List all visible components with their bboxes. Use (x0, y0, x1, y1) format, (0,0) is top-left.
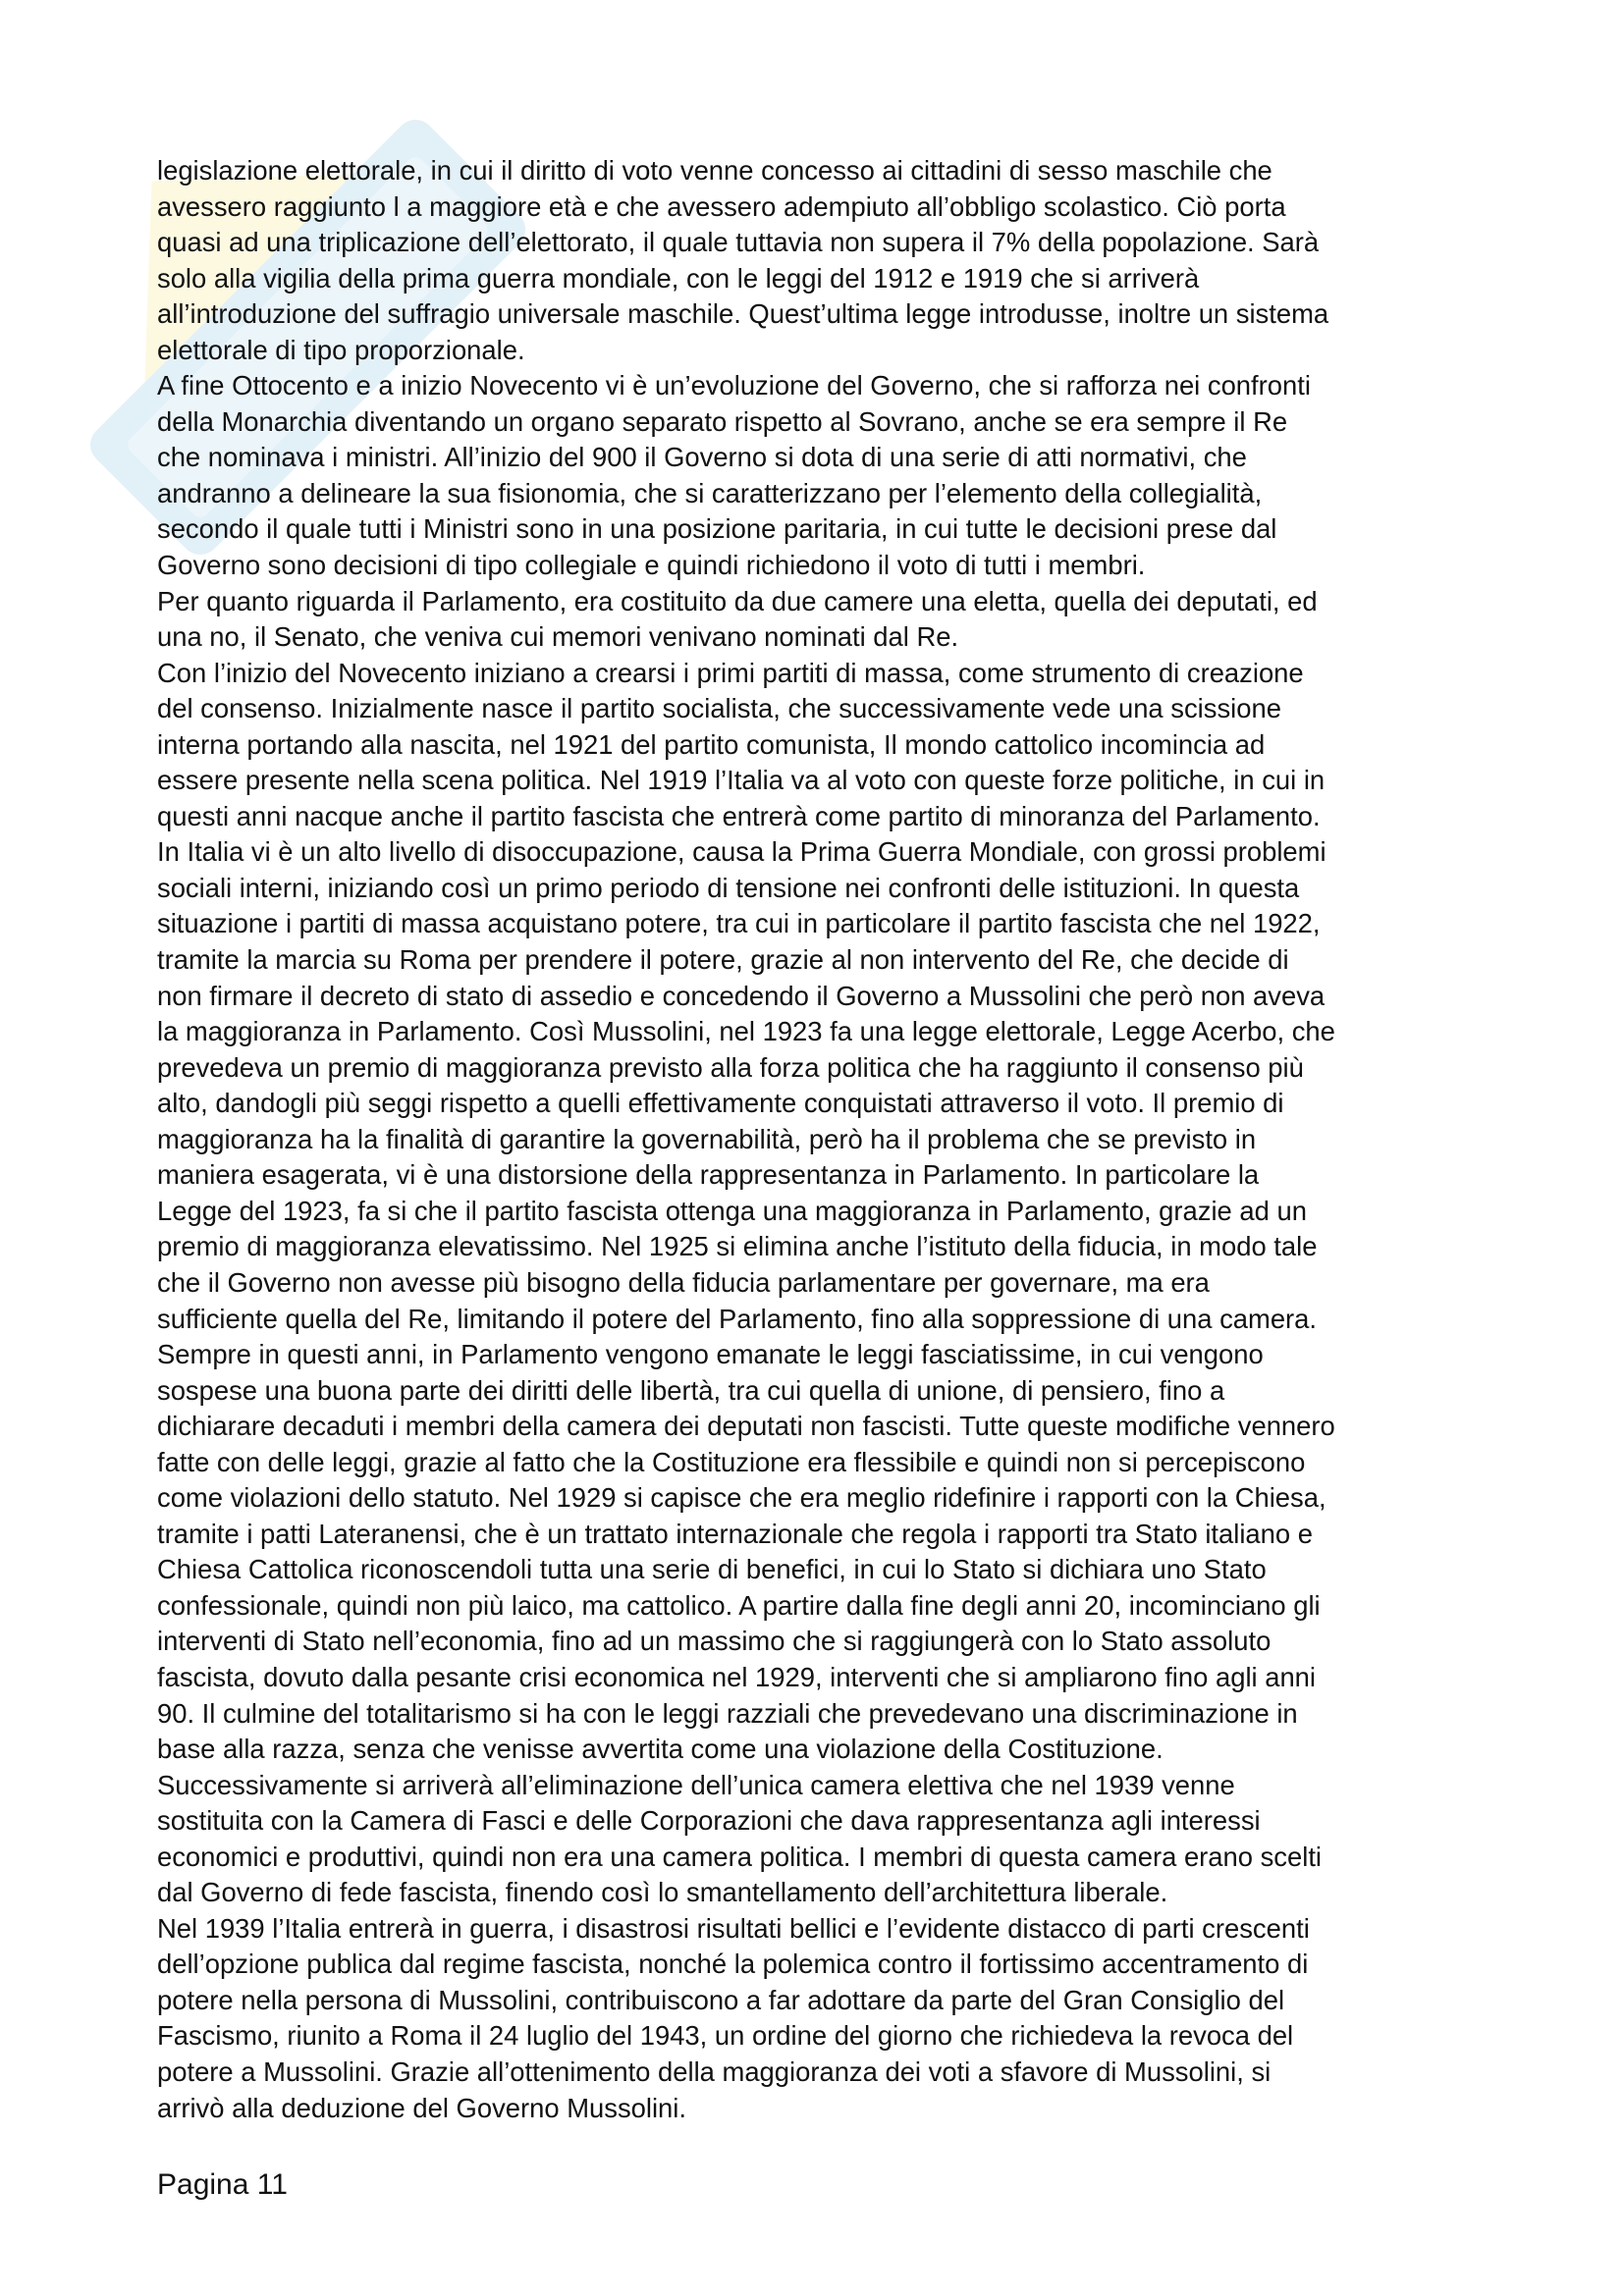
page-number: Pagina 11 (157, 2168, 288, 2201)
paragraph: Nel 1939 l’Italia entrerà in guerra, i disastrosi risultati bellici e l’evidente distacco di parti crescenti dell’opzione publica dal regime fascista, nonché la polemica contro il fortissimo accentramento di potere nella persona di Mussolini, contribuiscono a far adottare da parte del Gran Consiglio del Fascismo, riunito a Roma il 24 luglio del 1943, un ordine del giorno che richiedeva la revoca del potere a Mussolini. Grazie all’ottenimento della maggioranza dei voti a sfavore di Mussolini, si arrivò alla deduzione del Governo Mussolini. (157, 1912, 1310, 2123)
document-body (157, 153, 1492, 2126)
paragraph: A fine Ottocento e a inizio Novecento vi è un’evoluzione del Governo, che si rafforza nei confronti della Monarchia diventando un organo separato rispetto al Sovrano, anche se era sempre il Re che nominava i ministri. All’inizio del 900 il Governo si dota di una serie di atti normativi, che andranno a delineare la sua fisionomia, che si caratterizzano per l’elemento della collegialità, secondo il quale tutti i Ministri sono in una posizione paritaria, in cui tutte le decisioni prese dal Governo sono decisioni di tipo collegiale e quindi richiedono il voto di tutti i membri. (157, 370, 1311, 581)
paragraph: Con l’inizio del Novecento iniziano a crearsi i primi partiti di massa, come strumento di creazione del consenso. Inizialmente nasce il partito socialista, che successivamente vede una scissione interna portando alla nascita, nel 1921 del partito comunista, Il mondo cattolico incomincia ad essere presente nella scena politica. Nel 1919 l’Italia va al voto con queste forze politiche, in cui in questi anni nacque anche il partito fascista che entrerà come partito di minoranza del Parlamento. In Italia vi è un alto livello di disoccupazione, causa la Prima Guerra Mondiale, con grossi problemi sociali interni, iniziando così un primo periodo di tensione nei confronti delle istituzioni. In questa situazione i partiti di massa acquistano potere, tra cui in particolare il partito fascista che nel 1922, tramite la marcia su Roma per prendere il potere, grazie al non intervento del Re, che decide di non firmare il decreto di stato di assedio e concedendo il Governo a Mussolini che però non aveva la maggioranza in Parlamento. Così Mussolini, nel 1923 fa una legge elettorale, Legge Acerbo, che prevedeva un premio di maggioranza previsto alla forza politica che ha raggiunto il consenso più alto, dandogli più seggi rispetto a quelli effettivamente conquistati attraverso il voto. Il premio di maggioranza ha la finalità di garantire la governabilità, però ha il problema che se previsto in maniera esagerata, vi è una distorsione della rappresentanza in Parlamento. In particolare la Legge del 1923, fa si che il partito fascista ottenga una maggioranza in Parlamento, grazie ad un premio di maggioranza elevatissimo. Nel 1925 si elimina anche l’istituto della fiducia, in modo tale che il Governo non avesse più bisogno della fiducia parlamentare per governare, ma era sufficiente quella del Re, limitando il potere del Parlamento, fino alla soppressione di una camera. Sempre in questi anni, in Parlamento vengono emanate le leggi fasciatissime, in cui vengono sospese una buona parte dei diritti delle libertà, tra cui quella di unione, di pensiero, fino a dichiarare decaduti i membri della camera dei deputati non fascisti. Tutte queste modifiche vennero fatte con delle leggi, grazie al fatto che la Costituzione era flessibile e quindi non si percepiscono come violazioni dello statuto. Nel 1929 si capisce che era meglio ridefinire i rapporti con la Chiesa, tramite i patti Lateranensi, che è un trattato internazionale che regola i rapporti tra Stato italiano e Chiesa Cattolica riconoscendoli tutta una serie di benefici, in cui lo Stato si dichiara uno Stato confessionale, quindi non più laico, ma cattolico. A partire dalla fine degli anni 20, incominciano gli interventi di Stato nell’economia, fino ad un massimo che si raggiungerà con lo Stato assoluto fascista, dovuto dalla pesante crisi economica nel 1929, interventi che si ampliarono fino agli anni 90. Il culmine del totalitarismo si ha con le leggi razziali che prevedevano una discriminazione in base alla razza, senza che venisse avvertita come una violazione della Costituzione. Successivamente si arriverà all’eliminazione dell’unica camera elettiva che nel 1939 venne sostituita con la Camera di Fasci e delle Corporazioni che dava rappresentanza agli interessi economici e produttivi, quindi non era una camera politica. I membri di questa camera erano scelti dal Governo di fede fascista, finendo così lo smantellamento dell’architettura liberale. (157, 657, 1335, 1908)
paragraph: legislazione elettorale, in cui il diritto di voto venne concesso ai cittadini di sesso maschile che avessero raggiunto l a maggiore età e che avessero adempiuto all’obbligo scolastico. Ciò porta quasi ad una triplicazione dell’elettorato, il quale tuttavia non supera il 7% della popolazione. Sarà solo alla vigilia della prima guerra mondiale, con le leggi del 1912 e 1919 che si arriverà all’introduzione del suffragio universale maschile. Quest’ultima legge introdusse, inoltre un sistema elettorale di tipo proporzionale. (157, 155, 1329, 365)
paragraph: Per quanto riguarda il Parlamento, era costituito da due camere una eletta, quella dei deputati, ed una no, il Senato, che veniva cui memori venivano nominati dal Re. (157, 585, 1318, 653)
